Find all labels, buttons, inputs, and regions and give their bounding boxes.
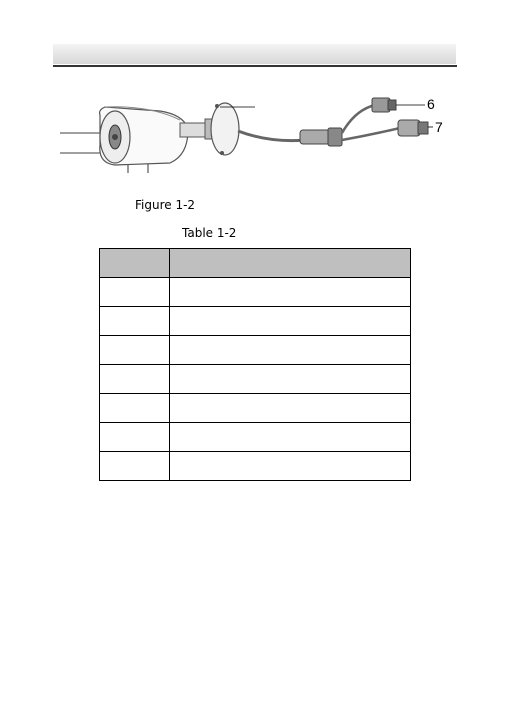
power-connector [372,98,390,112]
table-cell [100,307,170,336]
table-row [100,278,411,307]
bullet-camera-illustration [60,85,460,195]
lens-center [112,134,118,140]
cable-connector [328,128,342,146]
table-cell [100,278,170,307]
screw-hole [215,104,219,108]
power-plug [388,100,396,110]
table-cell [170,307,411,336]
cable-branch-lower [342,128,400,140]
page-header-rule [53,65,457,67]
header-cell [100,249,170,278]
table-row [100,452,411,481]
table-cell [170,365,411,394]
network-plug [418,122,428,134]
table-cell [170,423,411,452]
table-caption: Table 1-2 [182,226,237,240]
table-cell [170,278,411,307]
screw-hole [220,151,224,155]
table-row [100,336,411,365]
table-cell [100,452,170,481]
table-header-row [100,249,411,278]
page-header-band [53,44,456,64]
table-row [100,365,411,394]
table-cell [100,336,170,365]
table-cell [100,423,170,452]
callout-7: 7 [435,119,443,135]
table-cell [100,394,170,423]
network-connector [398,120,420,136]
table-row [100,307,411,336]
figure-caption: Figure 1-2 [135,198,196,212]
header-cell [170,249,411,278]
table-row [100,423,411,452]
cable [238,131,305,141]
callout-6: 6 [427,96,435,112]
spec-table [99,248,411,481]
table-cell [100,365,170,394]
table-cell [170,452,411,481]
table-cell [170,394,411,423]
table-row [100,394,411,423]
cable-branch-upper [342,105,375,133]
mounting-base [211,103,239,155]
cable-connector [300,130,330,144]
camera-figure [60,85,460,195]
table-cell [170,336,411,365]
